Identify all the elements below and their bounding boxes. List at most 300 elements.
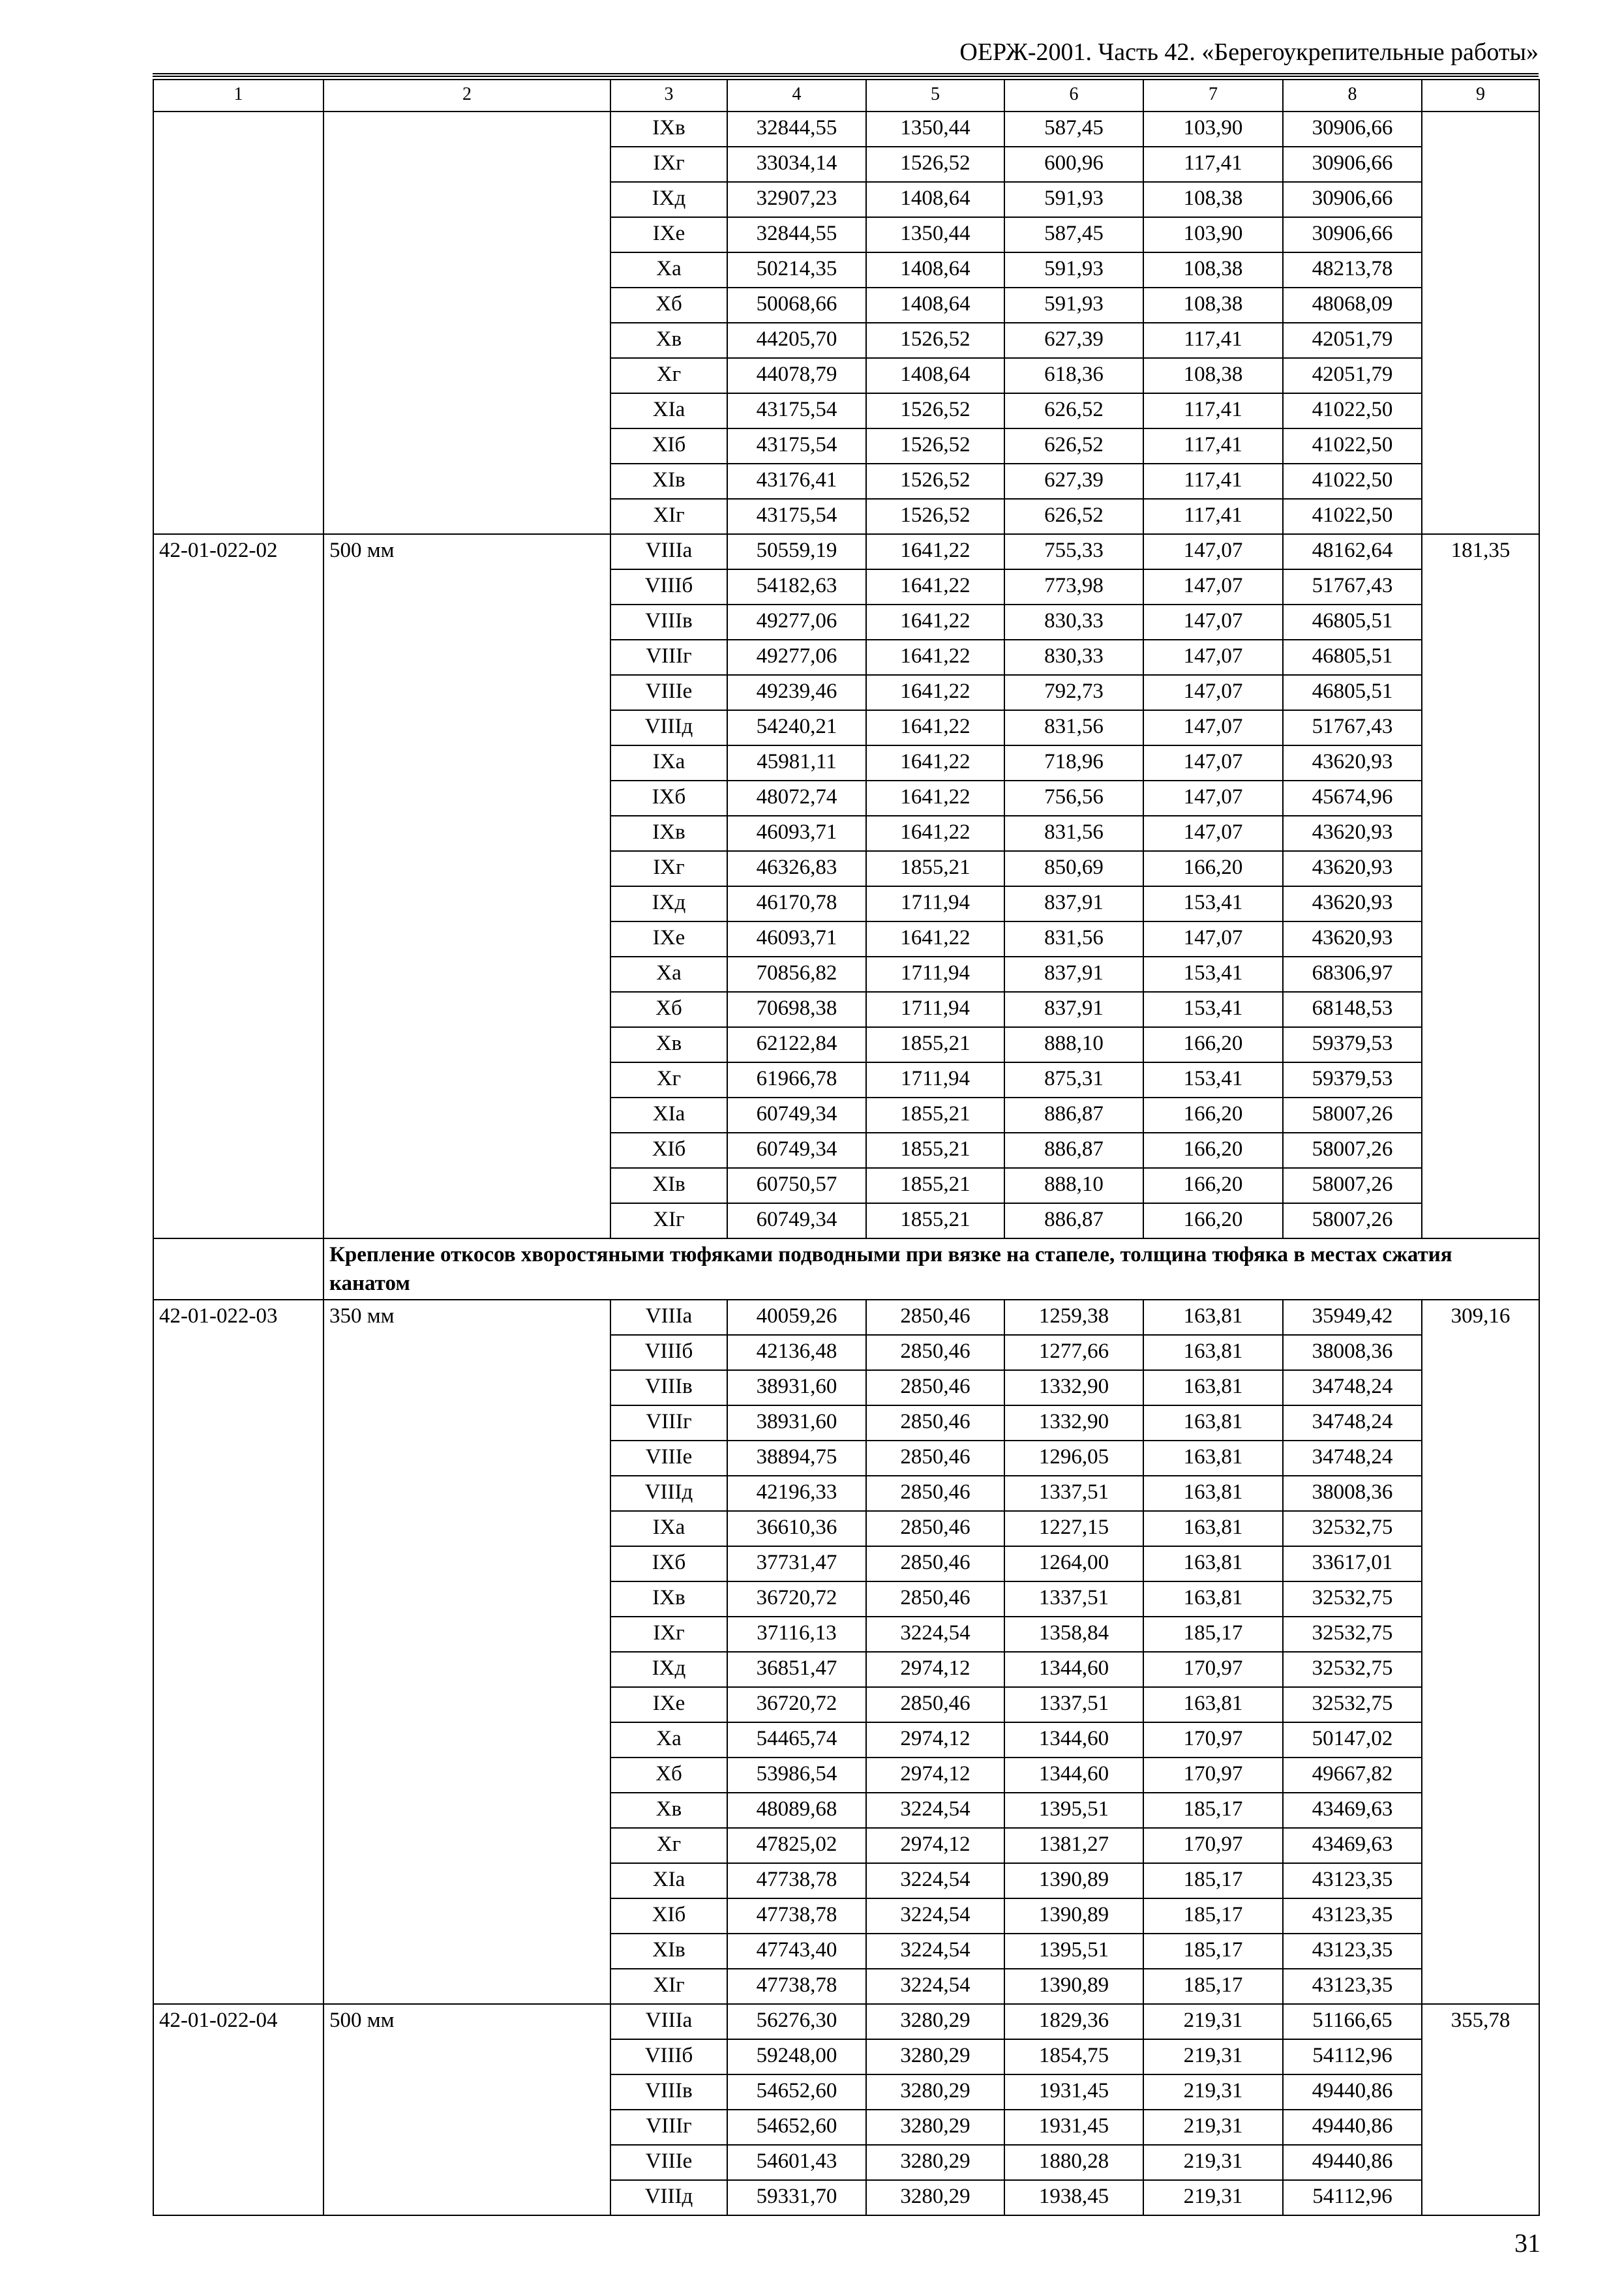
value-cell: 46170,78 [727,886,866,921]
value-cell: 1337,51 [1004,1476,1143,1511]
value-cell: 1337,51 [1004,1581,1143,1617]
value-cell: 48072,74 [727,781,866,816]
value-cell: 2974,12 [866,1828,1004,1863]
value-cell: 61966,78 [727,1062,866,1098]
value-cell: 718,96 [1004,745,1143,781]
value-cell: 48213,78 [1283,252,1422,288]
value-cell: 153,41 [1143,886,1283,921]
value-cell: 2850,46 [866,1546,1004,1581]
value-cell: 54240,21 [727,710,866,745]
zone-cell: XIб [610,1898,727,1934]
value-cell: 185,17 [1143,1969,1283,2004]
value-cell: 1277,66 [1004,1335,1143,1370]
value-cell: 886,87 [1004,1203,1143,1238]
value-cell: 1344,60 [1004,1652,1143,1687]
value-cell: 42051,79 [1283,358,1422,393]
value-cell: 773,98 [1004,569,1143,605]
zone-cell: Xв [610,323,727,358]
value-cell: 1526,52 [866,393,1004,428]
rate-code: 42-01-022-04 [153,2004,323,2215]
value-cell: 58007,26 [1283,1133,1422,1168]
value-cell: 3224,54 [866,1793,1004,1828]
value-cell: 117,41 [1143,393,1283,428]
value-cell: 43469,63 [1283,1793,1422,1828]
price-table-body [153,80,1539,2215]
value-cell: 219,31 [1143,2074,1283,2110]
page-header: ОЕРЖ-2001. Часть 42. «Берегоукрепительные работы» [153,34,1539,77]
zone-cell: VIIIб [610,1335,727,1370]
column-number: 4 [727,80,866,112]
value-cell: 1408,64 [866,288,1004,323]
value-cell: 47738,78 [727,1898,866,1934]
value-cell: 36851,47 [727,1652,866,1687]
value-cell: 1641,22 [866,675,1004,710]
value-cell: 587,45 [1004,217,1143,252]
zone-cell: XIг [610,1969,727,2004]
value-cell: 117,41 [1143,147,1283,182]
zone-cell: VIIIа [610,1300,727,1335]
page-number: 31 [1514,2228,1541,2258]
value-cell: 1264,00 [1004,1546,1143,1581]
value-cell: 185,17 [1143,1617,1283,1652]
zone-cell: XIа [610,393,727,428]
zone-cell: XIг [610,499,727,534]
value-cell: 117,41 [1143,323,1283,358]
value-cell: 170,97 [1143,1652,1283,1687]
value-cell: 3280,29 [866,2074,1004,2110]
zone-cell: VIIIе [610,1441,727,1476]
zone-cell: XIб [610,1133,727,1168]
value-cell: 163,81 [1143,1476,1283,1511]
value-cell: 600,96 [1004,147,1143,182]
zone-cell: XIв [610,1168,727,1203]
value-cell: 147,07 [1143,675,1283,710]
zone-cell: XIа [610,1098,727,1133]
value-cell: 1854,75 [1004,2039,1143,2074]
zone-cell: VIIIб [610,2039,727,2074]
value-cell: 35949,42 [1283,1300,1422,1335]
value-cell: 3224,54 [866,1898,1004,1934]
value-cell: 1408,64 [866,358,1004,393]
value-cell: 837,91 [1004,957,1143,992]
zone-cell: IXб [610,781,727,816]
value-cell: 166,20 [1143,1133,1283,1168]
zone-cell: XIб [610,428,727,464]
value-cell: 163,81 [1143,1441,1283,1476]
zone-cell: IXа [610,745,727,781]
value-cell: 792,73 [1004,675,1143,710]
value-cell: 163,81 [1143,1405,1283,1441]
zone-cell: VIIIв [610,1370,727,1405]
zone-cell: Xб [610,288,727,323]
value-cell: 850,69 [1004,851,1143,886]
value-cell: 1350,44 [866,217,1004,252]
value-cell: 888,10 [1004,1168,1143,1203]
value-cell: 3280,29 [866,2145,1004,2180]
value-cell: 51166,65 [1283,2004,1422,2039]
value-cell: 50147,02 [1283,1722,1422,1758]
value-cell: 831,56 [1004,921,1143,957]
value-cell: 1358,84 [1004,1617,1143,1652]
value-cell: 163,81 [1143,1370,1283,1405]
value-cell: 56276,30 [727,2004,866,2039]
value-cell: 875,31 [1004,1062,1143,1098]
value-cell: 1711,94 [866,957,1004,992]
value-cell: 1711,94 [866,992,1004,1027]
value-cell: 43123,35 [1283,1863,1422,1898]
value-cell: 1350,44 [866,112,1004,147]
value-cell: 3280,29 [866,2039,1004,2074]
value-cell: 1390,89 [1004,1969,1143,2004]
zone-cell: VIIIе [610,2145,727,2180]
value-cell: 2850,46 [866,1405,1004,1441]
value-cell: 59248,00 [727,2039,866,2074]
value-cell: 48068,09 [1283,288,1422,323]
zone-cell: VIIIг [610,640,727,675]
value-cell: 1332,90 [1004,1370,1143,1405]
value-cell: 147,07 [1143,745,1283,781]
value-cell: 219,31 [1143,2004,1283,2039]
value-cell: 831,56 [1004,816,1143,851]
value-cell: 44078,79 [727,358,866,393]
table-row [153,2004,1539,2039]
value-cell: 1526,52 [866,428,1004,464]
value-cell: 54652,60 [727,2110,866,2145]
value-cell: 41022,50 [1283,499,1422,534]
value-cell: 36720,72 [727,1687,866,1722]
rate-code: 42-01-022-03 [153,1300,323,2004]
value-cell: 3224,54 [866,1617,1004,1652]
value-cell: 888,10 [1004,1027,1143,1062]
value-cell: 1931,45 [1004,2074,1143,2110]
value-cell: 163,81 [1143,1546,1283,1581]
value-cell: 108,38 [1143,358,1283,393]
zone-cell: Xг [610,1828,727,1863]
zone-cell: IXв [610,1581,727,1617]
value-cell: 50214,35 [727,252,866,288]
value-cell: 32844,55 [727,217,866,252]
zone-cell: VIIIд [610,710,727,745]
value-cell: 47743,40 [727,1934,866,1969]
value-cell: 51767,43 [1283,569,1422,605]
value-cell: 70856,82 [727,957,866,992]
value-cell: 46326,83 [727,851,866,886]
value-cell: 587,45 [1004,112,1143,147]
value-cell: 32532,75 [1283,1617,1422,1652]
value-cell: 626,52 [1004,393,1143,428]
value-cell: 47738,78 [727,1969,866,2004]
value-cell: 1296,05 [1004,1441,1143,1476]
zone-cell: Xг [610,358,727,393]
value-cell: 837,91 [1004,992,1143,1027]
value-cell: 1641,22 [866,745,1004,781]
value-cell: 591,93 [1004,288,1143,323]
column-number-row [153,80,1539,112]
value-cell: 54182,63 [727,569,866,605]
value-cell: 43620,93 [1283,745,1422,781]
zone-cell: IXг [610,1617,727,1652]
value-cell: 147,07 [1143,816,1283,851]
value-cell: 219,31 [1143,2110,1283,2145]
value-cell: 49440,86 [1283,2110,1422,2145]
value-cell: 185,17 [1143,1898,1283,1934]
value-cell: 37731,47 [727,1546,866,1581]
value-cell: 30906,66 [1283,182,1422,217]
value-cell: 46093,71 [727,816,866,851]
column-number: 3 [610,80,727,112]
zone-cell: VIIIд [610,1476,727,1511]
column-number: 2 [323,80,610,112]
zone-cell: IXд [610,1652,727,1687]
value-cell: 1855,21 [866,1203,1004,1238]
value-cell: 32844,55 [727,112,866,147]
value-cell: 58007,26 [1283,1203,1422,1238]
column-number: 5 [866,80,1004,112]
value-cell: 2974,12 [866,1758,1004,1793]
value-cell: 2850,46 [866,1687,1004,1722]
value-cell: 60749,34 [727,1133,866,1168]
value-cell: 1408,64 [866,252,1004,288]
value-cell: 46093,71 [727,921,866,957]
value-cell: 166,20 [1143,1168,1283,1203]
value-cell: 166,20 [1143,1027,1283,1062]
table-row [153,534,1539,569]
value-cell: 43123,35 [1283,1898,1422,1934]
value-cell: 1855,21 [866,1133,1004,1168]
value-cell: 1344,60 [1004,1758,1143,1793]
rate-code: 42-01-022-02 [153,534,323,1238]
value-cell: 1880,28 [1004,2145,1143,2180]
rate-description: 500 мм [323,2004,610,2215]
zone-cell: IXд [610,886,727,921]
value-cell: 44205,70 [727,323,866,358]
zone-cell: VIIIв [610,2074,727,2110]
value-cell: 38894,75 [727,1441,866,1476]
group-heading-row [153,1238,1539,1300]
labor-cost: 355,78 [1422,2004,1539,2215]
value-cell: 108,38 [1143,252,1283,288]
value-cell: 108,38 [1143,182,1283,217]
rate-description [323,112,610,534]
value-cell: 626,52 [1004,428,1143,464]
value-cell: 103,90 [1143,217,1283,252]
value-cell: 38008,36 [1283,1476,1422,1511]
value-cell: 147,07 [1143,921,1283,957]
price-table [153,79,1540,2216]
zone-cell: IXв [610,816,727,851]
value-cell: 1344,60 [1004,1722,1143,1758]
value-cell: 32907,23 [727,182,866,217]
rate-description: 350 мм [323,1300,610,2004]
zone-cell: IXе [610,921,727,957]
value-cell: 1641,22 [866,605,1004,640]
value-cell: 1641,22 [866,781,1004,816]
zone-cell: IXб [610,1546,727,1581]
value-cell: 219,31 [1143,2145,1283,2180]
value-cell: 43620,93 [1283,886,1422,921]
value-cell: 62122,84 [727,1027,866,1062]
value-cell: 41022,50 [1283,393,1422,428]
value-cell: 886,87 [1004,1098,1143,1133]
value-cell: 58007,26 [1283,1168,1422,1203]
value-cell: 48089,68 [727,1793,866,1828]
zone-cell: XIа [610,1863,727,1898]
value-cell: 1526,52 [866,147,1004,182]
value-cell: 43469,63 [1283,1828,1422,1863]
value-cell: 32532,75 [1283,1687,1422,1722]
value-cell: 59331,70 [727,2180,866,2215]
labor-cost: 181,35 [1422,534,1539,1238]
value-cell: 49440,86 [1283,2145,1422,2180]
value-cell: 68306,97 [1283,957,1422,992]
value-cell: 2850,46 [866,1335,1004,1370]
value-cell: 51767,43 [1283,710,1422,745]
value-cell: 60750,57 [727,1168,866,1203]
value-cell: 33034,14 [727,147,866,182]
value-cell: 50068,66 [727,288,866,323]
value-cell: 43175,54 [727,393,866,428]
value-cell: 46805,51 [1283,605,1422,640]
value-cell: 38931,60 [727,1405,866,1441]
rate-description: 500 мм [323,534,610,1238]
value-cell: 147,07 [1143,781,1283,816]
value-cell: 2850,46 [866,1370,1004,1405]
zone-cell: IXв [610,112,727,147]
value-cell: 54601,43 [727,2145,866,2180]
value-cell: 219,31 [1143,2039,1283,2074]
value-cell: 1855,21 [866,1168,1004,1203]
zone-cell: XIг [610,1203,727,1238]
value-cell: 170,97 [1143,1758,1283,1793]
value-cell: 2974,12 [866,1652,1004,1687]
value-cell: 70698,38 [727,992,866,1027]
value-cell: 185,17 [1143,1863,1283,1898]
value-cell: 2850,46 [866,1511,1004,1546]
value-cell: 755,33 [1004,534,1143,569]
value-cell: 1526,52 [866,323,1004,358]
value-cell: 3224,54 [866,1863,1004,1898]
value-cell: 153,41 [1143,957,1283,992]
value-cell: 2850,46 [866,1581,1004,1617]
zone-cell: VIIIг [610,1405,727,1441]
value-cell: 43176,41 [727,464,866,499]
value-cell: 1259,38 [1004,1300,1143,1335]
column-number: 8 [1283,80,1422,112]
value-cell: 36720,72 [727,1581,866,1617]
zone-cell: IXд [610,182,727,217]
value-cell: 33617,01 [1283,1546,1422,1581]
value-cell: 591,93 [1004,182,1143,217]
table-row [153,1300,1539,1335]
value-cell: 38008,36 [1283,1335,1422,1370]
value-cell: 837,91 [1004,886,1143,921]
value-cell: 46805,51 [1283,675,1422,710]
column-number: 1 [153,80,323,112]
labor-cost: 309,16 [1422,1300,1539,2004]
value-cell: 53986,54 [727,1758,866,1793]
value-cell: 1381,27 [1004,1828,1143,1863]
value-cell: 618,36 [1004,358,1143,393]
value-cell: 68148,53 [1283,992,1422,1027]
value-cell: 42136,48 [727,1335,866,1370]
value-cell: 830,33 [1004,605,1143,640]
zone-cell: IXг [610,147,727,182]
value-cell: 1641,22 [866,569,1004,605]
value-cell: 147,07 [1143,640,1283,675]
zone-cell: VIIIб [610,569,727,605]
rate-code [153,112,323,534]
value-cell: 163,81 [1143,1335,1283,1370]
value-cell: 591,93 [1004,252,1143,288]
zone-cell: Xа [610,1722,727,1758]
value-cell: 43175,54 [727,428,866,464]
value-cell: 54465,74 [727,1722,866,1758]
value-cell: 2850,46 [866,1300,1004,1335]
value-cell: 1855,21 [866,1027,1004,1062]
value-cell: 1938,45 [1004,2180,1143,2215]
value-cell: 117,41 [1143,464,1283,499]
value-cell: 117,41 [1143,499,1283,534]
value-cell: 3224,54 [866,1969,1004,2004]
value-cell: 41022,50 [1283,464,1422,499]
value-cell: 48162,64 [1283,534,1422,569]
value-cell: 30906,66 [1283,217,1422,252]
value-cell: 36610,36 [727,1511,866,1546]
zone-cell: IXа [610,1511,727,1546]
zone-cell: Xб [610,992,727,1027]
value-cell: 2850,46 [866,1476,1004,1511]
value-cell: 43123,35 [1283,1969,1422,2004]
value-cell: 47825,02 [727,1828,866,1863]
value-cell: 3224,54 [866,1934,1004,1969]
value-cell: 42196,33 [727,1476,866,1511]
value-cell: 1641,22 [866,710,1004,745]
value-cell: 1711,94 [866,886,1004,921]
value-cell: 163,81 [1143,1300,1283,1335]
value-cell: 1227,15 [1004,1511,1143,1546]
column-number: 9 [1422,80,1539,112]
value-cell: 50559,19 [727,534,866,569]
labor-cost [1422,112,1539,534]
value-cell: 147,07 [1143,710,1283,745]
zone-cell: VIIIд [610,2180,727,2215]
value-cell: 49277,06 [727,640,866,675]
value-cell: 103,90 [1143,112,1283,147]
zone-cell: Xв [610,1793,727,1828]
value-cell: 117,41 [1143,428,1283,464]
value-cell: 1931,45 [1004,2110,1143,2145]
value-cell: 163,81 [1143,1581,1283,1617]
value-cell: 32532,75 [1283,1652,1422,1687]
value-cell: 3280,29 [866,2004,1004,2039]
value-cell: 54652,60 [727,2074,866,2110]
table-row [153,112,1539,147]
value-cell: 43620,93 [1283,921,1422,957]
value-cell: 49277,06 [727,605,866,640]
value-cell: 830,33 [1004,640,1143,675]
zone-cell: XIв [610,1934,727,1969]
value-cell: 1711,94 [866,1062,1004,1098]
value-cell: 626,52 [1004,499,1143,534]
value-cell: 163,81 [1143,1687,1283,1722]
value-cell: 54112,96 [1283,2180,1422,2215]
zone-cell: VIIIг [610,2110,727,2145]
value-cell: 1526,52 [866,464,1004,499]
value-cell: 147,07 [1143,569,1283,605]
value-cell: 2974,12 [866,1722,1004,1758]
value-cell: 153,41 [1143,992,1283,1027]
value-cell: 59379,53 [1283,1027,1422,1062]
